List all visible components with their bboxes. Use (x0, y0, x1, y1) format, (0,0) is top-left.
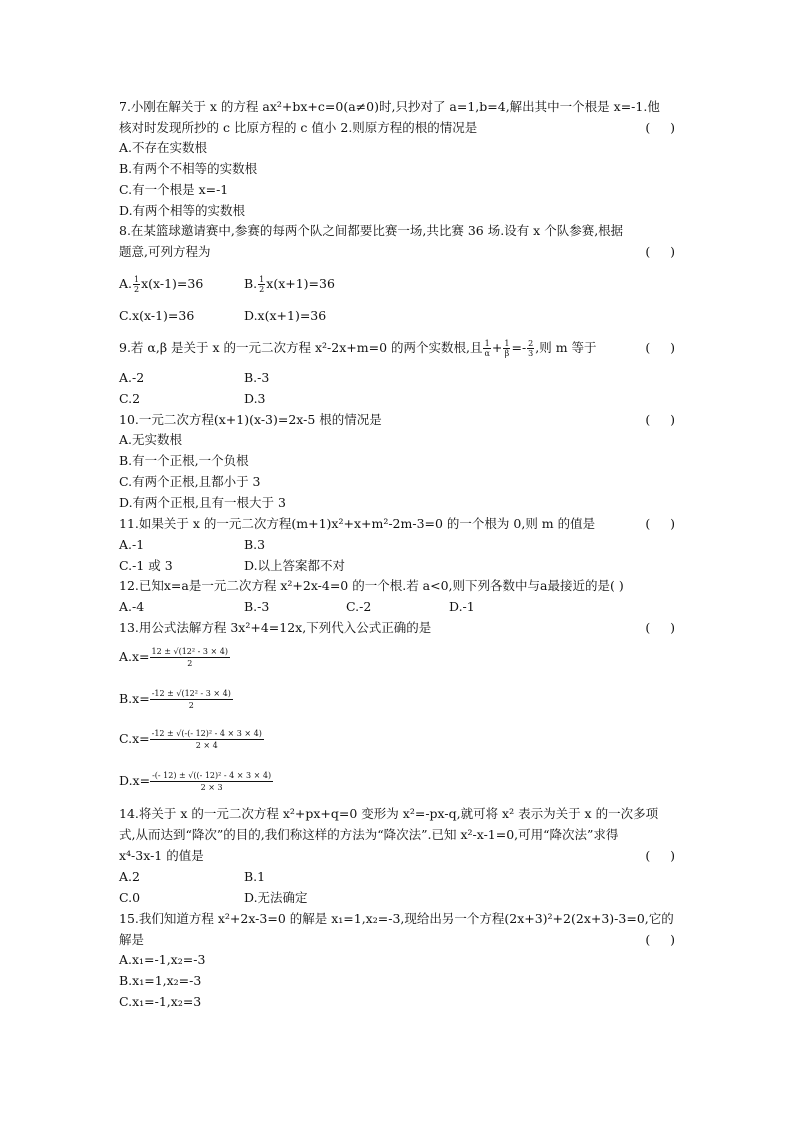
q8-option-a-expr: x(x-1)=36 (141, 276, 204, 291)
q9-stem (119, 338, 675, 358)
q7-option-c: C.有一个根是 x=-1 (119, 182, 229, 197)
q9-fraction-1 (483, 339, 490, 358)
q8-option-b-expr: x(x+1)=36 (266, 276, 335, 291)
q10-stem (119, 410, 675, 430)
q8-option-a-letter: A. (119, 276, 133, 291)
q8-option-a (119, 274, 203, 294)
q13-option-b-numerator: -12 ± √(12² - 3 × 4) (151, 689, 231, 698)
q13-option-a-formula (150, 646, 230, 669)
q8-answer-paren: ( ) (645, 244, 675, 259)
q9-answer-paren: ( ) (645, 340, 675, 355)
q8-stem-line1: 8.在某篮球邀请赛中,参赛的每两个队之间都要比赛一场,共比赛 36 场.设有 x 个队参赛,根据 (119, 223, 624, 238)
q13-option-c-formula (150, 728, 264, 751)
q9-fraction-2 (503, 339, 510, 358)
q13-option-b-denominator: 2 (188, 701, 194, 710)
q11-stem (119, 514, 675, 534)
q14-option-d: D.无法确定 (244, 890, 308, 905)
q15-stem-line2-text: 解是 (119, 932, 145, 947)
q9-fraction-1-den: α (484, 349, 490, 358)
q7-option-a: A.不存在实数根 (119, 140, 208, 155)
q7-stem-line2-text: 核对时发现所抄的 c 比原方程的 c 值小 2.则原方程的根的情况是 (119, 120, 478, 135)
q15-stem-line1: 15.我们知道方程 x²+2x-3=0 的解是 x₁=1,x₂=-3,现给出另一个方程(2x+3)²+2(2x+3)-3=0,它的 (119, 911, 674, 926)
q15-option-b: B.x₁=1,x₂=-3 (119, 973, 202, 988)
q12-stem: 12.已知x=a是一元二次方程 x²+2x-4=0 的一个根.若 a<0,则下列各数中与a最接近的是( ) (119, 578, 624, 593)
q9-fraction-2-den: β (504, 349, 510, 358)
q8-option-d: D.x(x+1)=36 (244, 308, 327, 323)
q7-option-d: D.有两个相等的实数根 (119, 203, 246, 218)
q13-option-a-numerator: 12 ± √(12² - 3 × 4) (151, 647, 228, 656)
q8-option-b-letter: B. (244, 276, 258, 291)
q12-option-d: D.-1 (449, 599, 475, 614)
q13-option-d (119, 770, 273, 793)
q9-equals: =- (511, 340, 527, 355)
q13-option-a-letter: A.x= (119, 649, 150, 664)
q13-option-a-denominator: 2 (187, 659, 193, 668)
q11-option-a: A.-1 (119, 537, 145, 552)
q9-stem-post: ,则 m 等于 (535, 340, 597, 355)
q14-option-a: A.2 (119, 869, 140, 884)
q13-option-d-denominator: 2 × 3 (200, 783, 223, 792)
q13-option-a (119, 646, 230, 669)
q7-stem-line2 (119, 118, 675, 138)
q13-option-d-letter: D.x= (119, 773, 151, 788)
q8-stem-line2 (119, 242, 675, 262)
q8-option-c: C.x(x-1)=36 (119, 308, 195, 323)
q9-option-a: A.-2 (119, 370, 145, 385)
q9-option-c: C.2 (119, 391, 141, 406)
q14-option-b: B.1 (244, 869, 266, 884)
q7-stem-line1: 7.小刚在解关于 x 的方程 ax²+bx+c=0(a≠0)时,只抄对了 a=1,b=4,解出其中一个根是 x=-1.他 (119, 99, 660, 114)
q11-option-b: B.3 (244, 537, 266, 552)
q8-option-b-fraction (258, 275, 265, 294)
q12-option-b: B.-3 (244, 599, 270, 614)
q9-stem-pre: 9.若 α,β 是关于 x 的一元二次方程 x²-2x+m=0 的两个实数根,且 (119, 340, 483, 355)
q13-option-b (119, 688, 233, 711)
q13-answer-paren: ( ) (645, 620, 675, 635)
q10-option-b: B.有一个正根,一个负根 (119, 453, 249, 468)
q14-option-c: C.0 (119, 890, 141, 905)
q8-option-a-denominator: 2 (134, 285, 140, 294)
q9-fraction-3-den: 3 (528, 349, 534, 358)
q10-answer-paren: ( ) (645, 412, 675, 427)
q8-option-b-denominator: 2 (259, 285, 265, 294)
q11-stem-text: 11.如果关于 x 的一元二次方程(m+1)x²+x+m²-2m-3=0 的一个根为 0,则 m 的值是 (119, 516, 596, 531)
q14-answer-paren: ( ) (645, 848, 675, 863)
q12-option-a: A.-4 (119, 599, 145, 614)
q13-option-b-letter: B.x= (119, 691, 150, 706)
q9-fraction-1-num: 1 (484, 339, 490, 348)
q9-fraction-3 (527, 339, 534, 358)
q9-option-b: B.-3 (244, 370, 270, 385)
q8-option-a-fraction (133, 275, 140, 294)
q15-stem-line2 (119, 930, 675, 950)
q8-option-a-numerator: 1 (134, 275, 140, 284)
q9-fraction-3-num: 2 (528, 339, 534, 348)
q13-option-c-numerator: -12 ± √(-(- 12)² - 4 × 3 × 4) (151, 729, 262, 738)
q9-fraction-2-num: 1 (504, 339, 510, 348)
q15-answer-paren: ( ) (645, 932, 675, 947)
q10-stem-text: 10.一元二次方程(x+1)(x-3)=2x-5 根的情况是 (119, 412, 382, 427)
q10-option-a: A.无实数根 (119, 432, 183, 447)
q15-option-a: A.x₁=-1,x₂=-3 (119, 952, 206, 967)
q10-option-c: C.有两个正根,且都小于 3 (119, 474, 261, 489)
q9-plus: + (491, 340, 503, 355)
q13-stem-text: 13.用公式法解方程 3x²+4=12x,下列代入公式正确的是 (119, 620, 432, 635)
q11-option-d: D.以上答案都不对 (244, 558, 346, 573)
q8-stem-line2-text: 题意,可列方程为 (119, 244, 211, 259)
q7-option-b: B.有两个不相等的实数根 (119, 161, 258, 176)
q14-stem-line2: 式,从而达到“降次”的目的,我们称这样的方法为“降次法”.已知 x²-x-1=0,可用“降次法”求得 (119, 827, 619, 842)
q14-stem-line3-text: x⁴-3x-1 的值是 (119, 848, 204, 863)
q10-option-d: D.有两个正根,且有一根大于 3 (119, 495, 286, 510)
q8-option-b-numerator: 1 (259, 275, 265, 284)
q9-option-d: D.3 (244, 391, 266, 406)
q14-stem-line3 (119, 846, 675, 866)
q13-stem (119, 618, 675, 638)
q13-option-c-letter: C.x= (119, 731, 150, 746)
q13-option-c-denominator: 2 × 4 (195, 741, 218, 750)
q13-option-d-numerator: -(- 12) ± √((- 12)² - 4 × 3 × 4) (152, 771, 272, 780)
q11-option-c: C.-1 或 3 (119, 558, 173, 573)
q15-option-c: C.x₁=-1,x₂=3 (119, 994, 202, 1009)
q13-option-c (119, 728, 264, 751)
q12-option-c: C.-2 (346, 599, 372, 614)
q13-option-b-formula (150, 688, 233, 711)
q14-stem-line1: 14.将关于 x 的一元二次方程 x²+px+q=0 变形为 x²=-px-q,就可将 x² 表示为关于 x 的一次多项 (119, 806, 659, 821)
q13-option-d-formula (150, 770, 273, 793)
q7-answer-paren: ( ) (645, 120, 675, 135)
q11-answer-paren: ( ) (645, 516, 675, 531)
q8-option-b (244, 274, 335, 294)
